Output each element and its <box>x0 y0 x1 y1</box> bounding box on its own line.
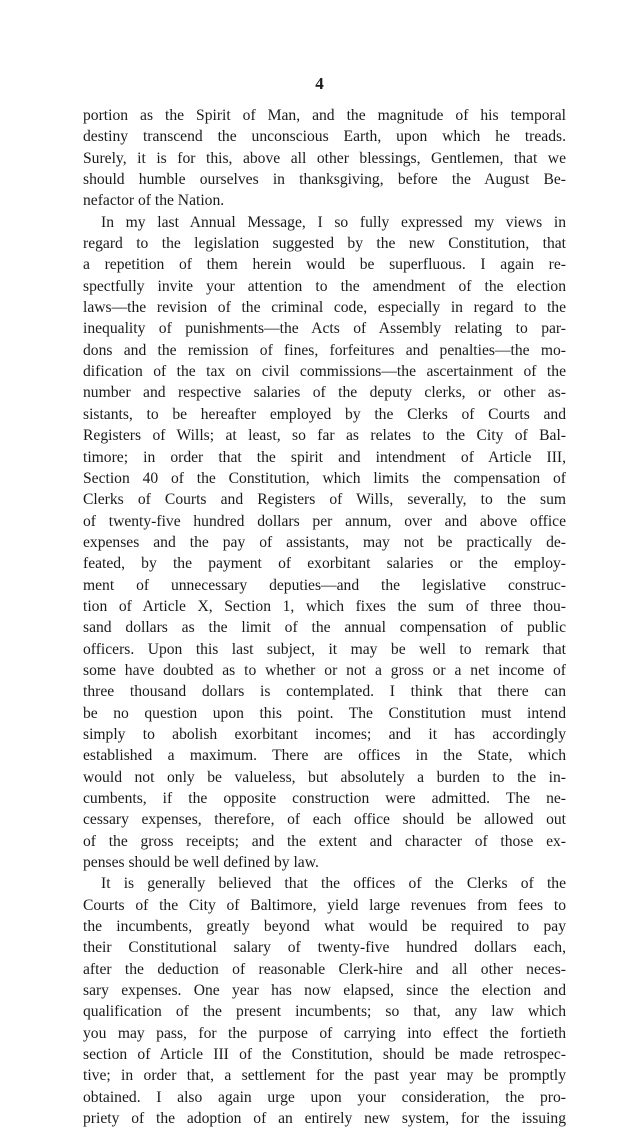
text-line: cumbents, if the opposite construction were admitted. The ne- <box>83 790 566 807</box>
text-line: simply to abolish exorbitant incomes; and it has accordingly <box>83 725 566 743</box>
text-line: number and respective salaries of the deputy clerks, or other as- <box>83 384 566 402</box>
text-line: a repetition of them herein would be superfluous. I again re- <box>83 256 566 274</box>
text-line: Clerks of Courts and Registers of Wills, severally, to the sum <box>83 491 566 509</box>
text-line: some have doubted as to whether or not a gross or a net income of <box>83 661 566 679</box>
text-line: portion as the Spirit of Man, and the magnitude of his temporal <box>83 107 566 124</box>
page-number: 4 <box>315 74 325 93</box>
text-line: you may pass, for the purpose of carrying into effect the fortieth <box>83 1024 566 1042</box>
text-line: priety of the adoption of an entirely new system, for the issuing <box>83 1110 566 1128</box>
text-line: three thousand dollars is contemplated. I think that there can <box>83 683 566 701</box>
text-line: feated, by the payment of exorbitant salaries or the employ- <box>83 555 566 573</box>
text-line: timore; in order that the spirit and intendment of Article III, <box>83 448 566 466</box>
text-line: Section 40 of the Constitution, which limits the compensation of <box>83 469 566 487</box>
text-line: It is generally believed that the offices of the Clerks of the <box>101 875 566 893</box>
text-line: Courts of the City of Baltimore, yield large revenues from fees to <box>83 896 566 914</box>
text-line: of twenty-five hundred dollars per annum, over and above office <box>83 512 566 530</box>
text-line: expenses and the pay of assistants, may not be practically de- <box>83 533 566 551</box>
text-line: should humble ourselves in thanksgiving, before the August Be- <box>83 171 566 189</box>
text-line: tion of Article X, Section 1, which fixes the sum of three thou- <box>83 597 566 615</box>
text-line: regard to the legislation suggested by the new Constitution, that <box>83 235 566 253</box>
text-line: established a maximum. There are offices in the State, which <box>83 747 566 765</box>
text-line: sistants, to be hereafter employed by the Clerks of Courts and <box>83 405 566 423</box>
text-line: ment of unnecessary deputies—and the legislative construc- <box>83 576 566 594</box>
text-line: would not only be valueless, but absolutely a burden to the in- <box>83 768 566 786</box>
text-line: qualification of the present incumbents; so that, any law which <box>83 1003 566 1021</box>
text-line: laws—the revision of the criminal code, especially in regard to the <box>83 299 566 317</box>
text-line: cessary expenses, therefore, of each office should be allowed out <box>83 811 566 829</box>
text-line: the incumbents, greatly beyond what would be required to pay <box>83 918 566 936</box>
text-line: penses should be well defined by law. <box>83 854 319 872</box>
text-line: section of Article III of the Constitution, should be made retrospec- <box>83 1046 566 1064</box>
text-line: be no question upon this point. The Constitution must intend <box>83 704 566 722</box>
body-text <box>83 105 566 1130</box>
text-line: of the gross receipts; and the extent and character of those ex- <box>83 832 566 850</box>
text-line: dification of the tax on civil commissions—the ascertainment of the <box>83 363 566 381</box>
text-line: spectfully invite your attention to the amendment of the election <box>83 277 566 295</box>
text-line: officers. Upon this last subject, it may be well to remark that <box>83 640 566 658</box>
text-line: their Constitutional salary of twenty-five hundred dollars each, <box>83 939 566 957</box>
text-line: tive; in order that, a settlement for the past year may be promptly <box>83 1067 566 1085</box>
text-line: In my last Annual Message, I so fully expressed my views in <box>101 213 566 231</box>
text-line: inequality of punishments—the Acts of Assembly relating to par- <box>83 320 566 338</box>
text-line: dons and the remission of fines, forfeitures and penalties—the mo- <box>83 341 566 359</box>
text-line: after the deduction of reasonable Clerk-hire and all other neces- <box>83 960 566 978</box>
text-line: Surely, it is for this, above all other blessings, Gentlemen, that we <box>83 149 566 167</box>
text-line: nefactor of the Nation. <box>83 192 225 210</box>
text-line: sand dollars as the limit of the annual compensation of public <box>83 619 566 637</box>
text-line: obtained. I also again urge upon your consideration, the pro- <box>83 1088 566 1106</box>
text-line: Registers of Wills; at least, so far as relates to the City of Bal- <box>83 427 566 445</box>
text-line: sary expenses. One year has now elapsed, since the election and <box>83 982 566 1000</box>
text-line: destiny transcend the unconscious Earth, upon which he treads. <box>83 128 566 146</box>
